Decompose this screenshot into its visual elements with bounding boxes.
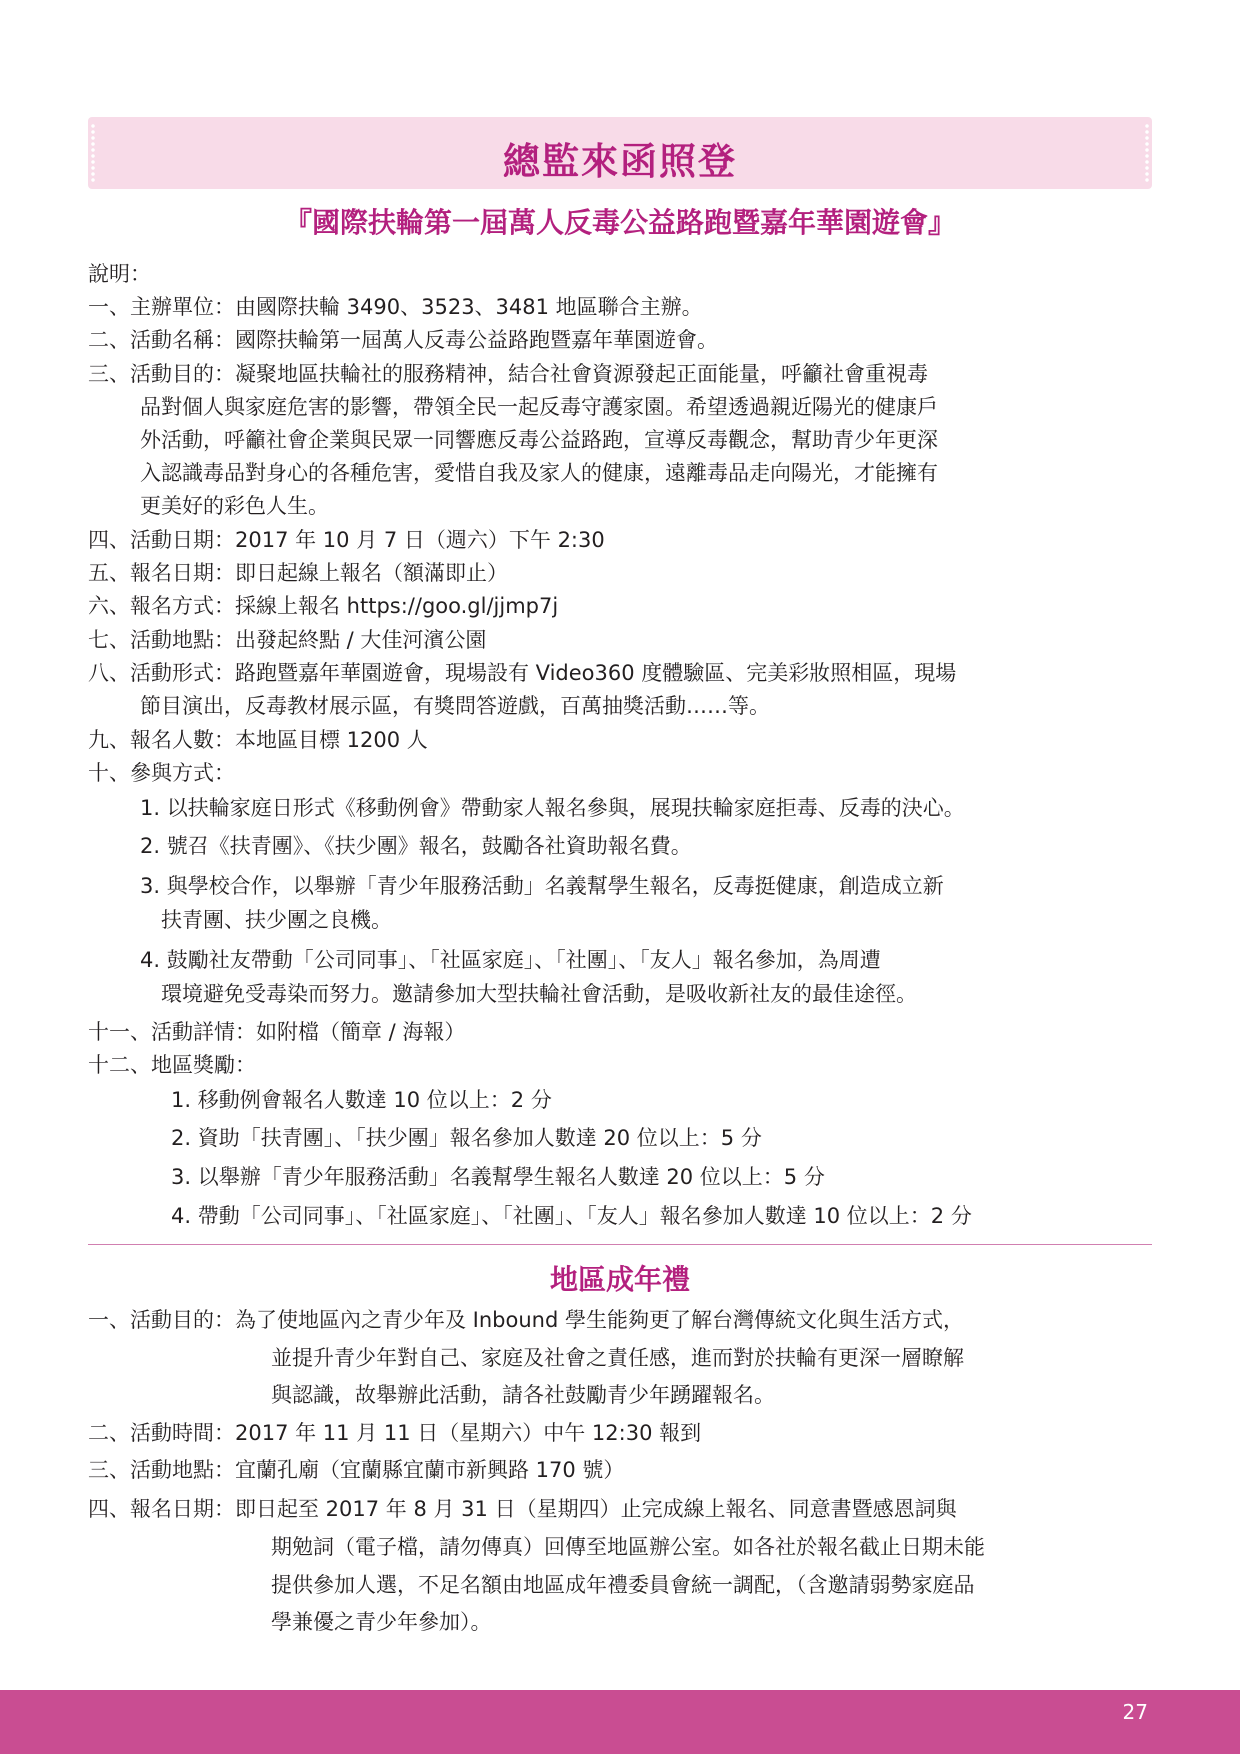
reward-item: 2. 資助「扶青團」、「扶少團」報名參加人數達 20 位以上：5 分 (171, 1126, 762, 1150)
list-item-continuation: 節目演出，反毒教材展示區，有獎問答遊戲，百萬抽獎活動……等。 (140, 694, 770, 718)
list-item-continuation: 更美好的彩色人生。 (140, 494, 329, 518)
list-item-continuation: 品對個人與家庭危害的影響，帶領全民一起反毒守護家園。希望透過親近陽光的健康戶 (140, 395, 938, 419)
list-item: 九、報名人數：本地區目標 1200 人 (88, 728, 428, 752)
sub-item-continuation: 扶青團、扶少團之良機。 (161, 908, 392, 932)
sub-item: 2. 號召《扶青團》、《扶少團》報名，鼓勵各社資助報名費。 (140, 834, 692, 858)
list-item: 十一、活動詳情：如附檔（簡章 / 海報） (88, 1020, 466, 1044)
list-item-continuation: 入認識毒品對身心的各種危害，愛惜自我及家人的健康，遠離毒品走向陽光，才能擁有 (140, 461, 938, 485)
list-item: 一、主辦單位：由國際扶輪 3490、3523、3481 地區聯合主辦。 (88, 295, 703, 319)
list-item: 一、活動目的：為了使地區內之青少年及 Inbound 學生能夠更了解台灣傳統文化與生活方式， (88, 1308, 964, 1332)
sub-item-continuation: 環境避免受毒染而努力。邀請參加大型扶輪社會活動，是吸收新社友的最佳途徑。 (161, 982, 917, 1006)
footer-bar (0, 1690, 1240, 1754)
list-item: 二、活動名稱：國際扶輪第一屆萬人反毒公益路跑暨嘉年華園遊會。 (88, 328, 718, 352)
list-item: 五、報名日期：即日起線上報名（額滿即止） (88, 561, 508, 585)
list-item: 三、活動地點：宜蘭孔廟（宜蘭縣宜蘭市新興路 170 號） (88, 1458, 625, 1482)
reward-item: 3. 以舉辦「青少年服務活動」名義幫學生報名人數達 20 位以上：5 分 (171, 1165, 825, 1189)
reward-item: 4. 帶動「公司同事」、「社區家庭」、「社團」、「友人」報名參加人數達 10 位以上：2 分 (171, 1204, 972, 1228)
list-item-continuation: 提供參加人選，不足名額由地區成年禮委員會統一調配，（含邀請弱勢家庭品 (271, 1573, 975, 1597)
reward-item: 1. 移動例會報名人數達 10 位以上：2 分 (171, 1088, 552, 1112)
list-item-continuation: 學兼優之青少年參加）。 (271, 1610, 492, 1634)
list-item: 八、活動形式：路跑暨嘉年華園遊會，現場設有 Video360 度體驗區、完美彩妝照相區，現場 (88, 661, 957, 685)
list-item-continuation: 與認識，故舉辦此活動，請各社鼓勵青少年踴躍報名。 (271, 1383, 775, 1407)
page-number: 27 (1122, 1700, 1148, 1724)
list-item: 七、活動地點：出發起終點 / 大佳河濱公園 (88, 628, 487, 652)
list-item: 三、活動目的：凝聚地區扶輪社的服務精神，結合社會資源發起正面能量，呼籲社會重視毒 (88, 362, 928, 386)
list-item-continuation: 並提升青少年對自己、家庭及社會之責任感，進而對於扶輪有更深一層瞭解 (271, 1346, 964, 1370)
section-divider (88, 1244, 1152, 1245)
sub-item: 1. 以扶輪家庭日形式《移動例會》帶動家人報名參與，展現扶輪家庭拒毒、反毒的決心。 (140, 796, 965, 820)
section-title: 地區成年禮 (549, 1263, 690, 1296)
intro-label: 說明： (88, 262, 151, 286)
list-item-continuation: 外活動，呼籲社會企業與民眾一同響應反毒公益路跑，宣導反毒觀念，幫助青少年更深 (140, 428, 938, 452)
page-title: 總監來函照登 (503, 140, 737, 183)
list-item: 二、活動時間：2017 年 11 月 11 日（星期六）中午 12:30 報到 (88, 1421, 702, 1445)
list-item-continuation: 期勉詞（電子檔，請勿傳真）回傳至地區辦公室。如各社於報名截止日期未能 (271, 1535, 985, 1559)
list-item: 六、報名方式：採線上報名 https://goo.gl/jjmp7j (88, 594, 559, 618)
list-item: 四、活動日期：2017 年 10 月 7 日（週六）下午 2:30 (88, 528, 605, 552)
list-item: 十二、地區獎勵： (88, 1053, 256, 1077)
list-item: 十、參與方式： (88, 761, 235, 785)
sub-item: 4. 鼓勵社友帶動「公司同事」、「社區家庭」、「社團」、「友人」報名參加，為周遭 (140, 948, 881, 972)
list-item: 四、報名日期：即日起至 2017 年 8 月 31 日（星期四）止完成線上報名、同意書暨感恩詞與 (88, 1497, 957, 1521)
sub-item: 3. 與學校合作，以舉辦「青少年服務活動」名義幫學生報名，反毒挺健康，創造成立新 (140, 874, 944, 898)
event-title: 『國際扶輪第一屆萬人反毒公益路跑暨嘉年華園遊會』 (283, 206, 956, 239)
title-banner (88, 117, 1152, 189)
